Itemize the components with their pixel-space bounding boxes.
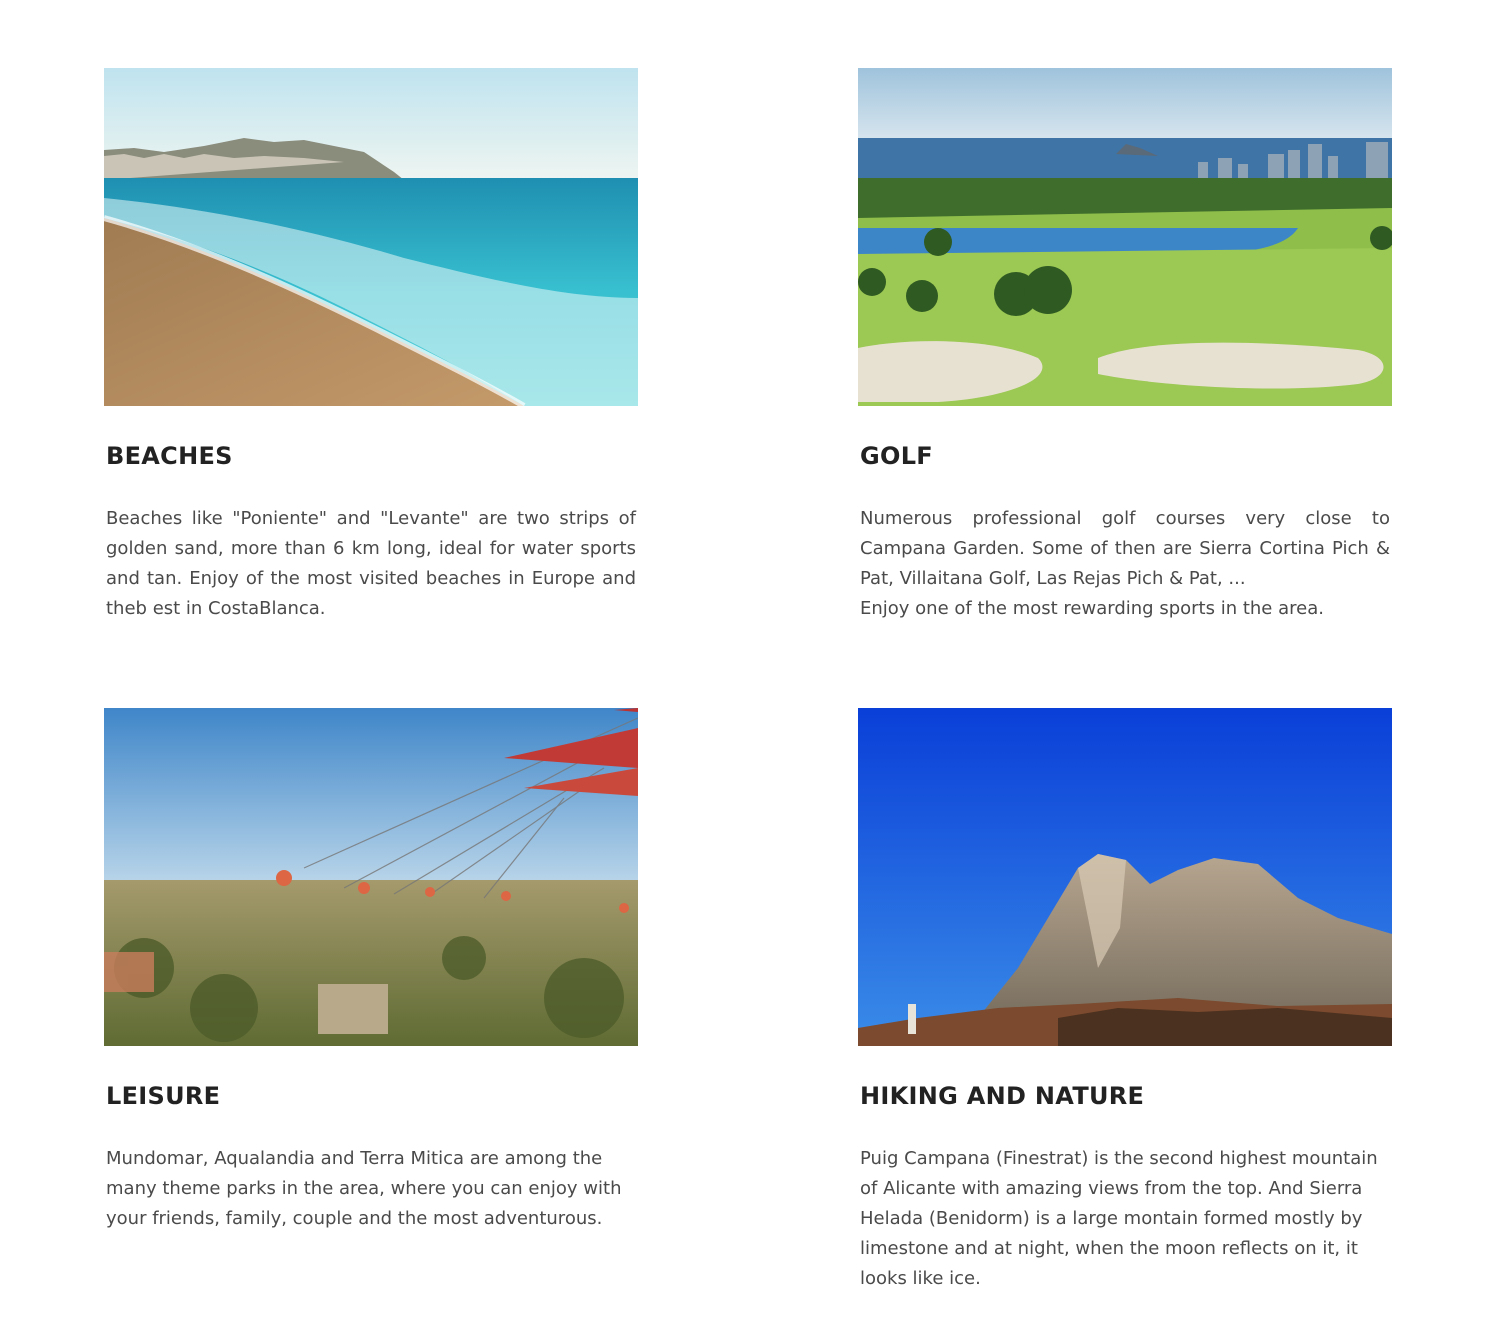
card-hiking-and-nature (858, 708, 1392, 1294)
card-title-hiking-and-nature: HIKING AND NATURE (860, 1082, 1145, 1110)
hiking-photo (858, 708, 1392, 1046)
card-text-line: Enjoy one of the most rewarding sports in the area. (860, 598, 1324, 619)
card-text-line: Mundomar, Aqualandia and Terra Mitica are among the many theme parks in the area, where you can enjoy with your friends, family, couple and the most adventurous. (106, 1148, 622, 1229)
card-text-line: Puig Campana (Finestrat) is the second highest mountain of Alicante with amazing views from the top. And Sierra Helada (Benidorm) is a large montain formed mostly by limestone and at night, when the moon reflects on it, it looks like ice. (860, 1148, 1378, 1289)
card-text-leisure (106, 1144, 636, 1234)
leisure-photo (104, 708, 638, 1046)
card-text-beaches (106, 504, 636, 624)
card-text-line: Numerous professional golf courses very close to Campana Garden. Some of then are Sierra Cortina Pich & Pat, Villaitana Golf, Las Rejas Pich & Pat, ... (860, 508, 1390, 589)
card-text-line: Beaches like "Poniente" and "Levante" are two strips of golden sand, more than 6 km long, ideal for water sports and tan. Enjoy of the most visited beaches in Europe and theb est in CostaBlanca. (106, 508, 636, 619)
card-title-beaches: BEACHES (106, 442, 233, 470)
golf-photo (858, 68, 1392, 406)
card-text-hiking-and-nature (860, 1144, 1390, 1294)
card-text-golf (860, 504, 1390, 624)
beaches-photo (104, 68, 638, 406)
card-beaches (104, 68, 638, 624)
card-golf (858, 68, 1392, 624)
card-title-golf: GOLF (860, 442, 933, 470)
card-title-leisure: LEISURE (106, 1082, 221, 1110)
card-leisure (104, 708, 638, 1234)
